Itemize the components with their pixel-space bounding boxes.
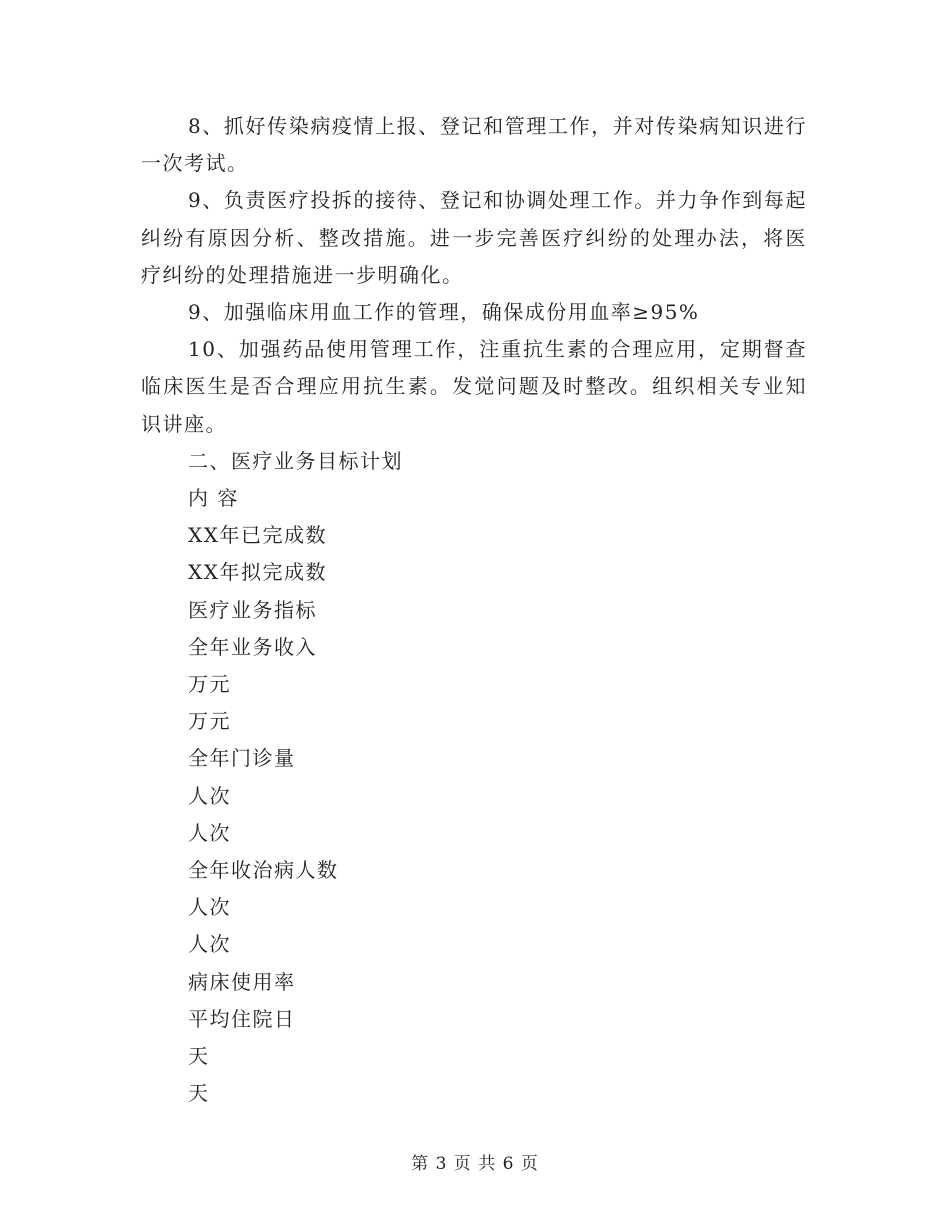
table-row-label: 医疗业务指标 [188,597,317,622]
table-cell-unit: 人次 [188,895,231,920]
page-label-mid: 页 共 [453,1154,497,1174]
table-row-label: 全年收治病人数 [188,858,339,883]
current-page-number: 3 [435,1154,448,1174]
table-header-planned: XX年拟完成数 [188,560,327,585]
table-cell-unit: 人次 [188,820,231,845]
table-cell-unit: 人次 [188,932,231,957]
paragraph-item-8: 8、抓好传染病疫情上报、登记和管理工作，并对传染病知识进行一次考试。 [141,114,807,176]
paragraph-item-9-complaints: 9、负责医疗投拆的接待、登记和协调处理工作。并力争作到每起纠纷有原因分析、整改措施。进一步完善医疗纠纷的处理办法，将医疗纠纷的处理措施进一步明确化。 [141,188,807,287]
page-footer [0,1152,950,1176]
table-cell-unit: 人次 [188,783,231,808]
table-cell-unit: 天 [188,1044,210,1069]
table-row-label: 全年门诊量 [188,746,296,771]
paragraph-item-9-blood: 9、加强临床用血工作的管理，确保成份用血率≥95% [188,300,700,325]
table-cell-unit: 天 [188,1081,210,1106]
section-heading: 二、医疗业务目标计划 [188,448,403,473]
table-header-content: 内 容 [188,486,239,511]
table-cell-unit: 万元 [188,709,231,734]
page-label-prefix: 第 [411,1154,430,1174]
table-header-completed: XX年已完成数 [188,523,327,548]
table-cell-unit: 万元 [188,672,231,697]
total-pages-number: 6 [502,1154,515,1174]
table-row-label: 病床使用率 [188,969,296,994]
page-label-suffix: 页 [520,1154,539,1174]
paragraph-item-10: 10、加强药品使用管理工作，注重抗生素的合理应用，定期督查临床医生是否合理应用抗生素。发觉问题及时整改。组织相关专业知识讲座。 [141,337,807,436]
table-row-label: 平均住院日 [188,1006,296,1031]
table-row-label: 全年业务收入 [188,634,317,659]
page-body [141,108,807,1112]
